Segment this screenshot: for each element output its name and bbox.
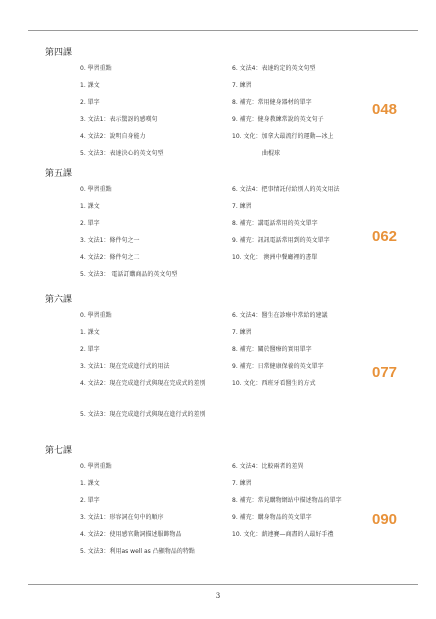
toc-entry[interactable]: 9. 補充：購身物品的英文單字 (232, 514, 312, 521)
toc-entry[interactable]: 4. 文法2：使用感官動詞描述服飾物品 (80, 531, 182, 538)
toc-entry[interactable]: 10. 文化：薪連賽—商盡的人最好手禮 (232, 531, 334, 538)
toc-entry[interactable]: 2. 單字 (80, 220, 100, 227)
toc-entry[interactable]: 8. 補充：常見購物網站中描述物品的單字 (232, 497, 342, 504)
toc-entry[interactable]: 6. 文法4：表達約定的英文句型 (232, 65, 316, 72)
toc-entry[interactable]: 3. 文法1：表示驚訝的感嘆句 (80, 116, 158, 123)
toc-entry-continued: 曲棍球 (262, 150, 281, 157)
top-rule (28, 30, 418, 31)
toc-entry[interactable]: 5. 文法3： 電話訂購商品的英文句型 (80, 271, 178, 278)
toc-entry[interactable]: 1. 課文 (80, 203, 100, 210)
toc-entry[interactable]: 4. 文法2：說明自身能力 (80, 133, 146, 140)
toc-entry[interactable]: 2. 單字 (80, 99, 100, 106)
toc-entry[interactable]: 5. 文法3：利用as well as 凸顯物品的特點 (80, 548, 195, 555)
lesson-page-number[interactable]: 062 (372, 228, 398, 245)
toc-entry[interactable]: 4. 文法2：條件句之二 (80, 254, 140, 261)
toc-entry[interactable]: 10. 文化：西班牙看醫生的方式 (232, 380, 316, 387)
toc-entry[interactable]: 9. 補充：訊訊電話常用到的英文單字 (232, 237, 330, 244)
toc-entry[interactable]: 1. 課文 (80, 82, 100, 89)
toc-entry[interactable]: 7. 練習 (232, 480, 252, 487)
toc-entry[interactable]: 10. 文化：加拿大最流行的運動—冰上 (232, 133, 334, 140)
lesson-page-number[interactable]: 077 (372, 364, 398, 381)
toc-entry[interactable]: 1. 課文 (80, 480, 100, 487)
toc-entry[interactable]: 3. 文法1：形容詞在句中的順序 (80, 514, 164, 521)
toc-entry[interactable]: 3. 文法1：現在完成進行式的用法 (80, 363, 170, 370)
toc-entry[interactable]: 4. 文法2：現在完成進行式與現在完成式的差別 (80, 380, 206, 387)
toc-entry[interactable]: 0. 學習重點 (80, 463, 112, 470)
toc-entry[interactable]: 8. 補充：關於醫療的實用單字 (232, 346, 312, 353)
toc-entry[interactable]: 9. 補充：日常健康保養的英文單字 (232, 363, 324, 370)
toc-entry[interactable]: 0. 學習重點 (80, 186, 112, 193)
toc-entry[interactable]: 6. 文法4：比較兩者的差異 (232, 463, 304, 470)
toc-entry[interactable]: 8. 補充：講電話常用的英文單字 (232, 220, 318, 227)
toc-entry[interactable]: 2. 單字 (80, 346, 100, 353)
toc-entry[interactable]: 7. 練習 (232, 329, 252, 336)
toc-entry[interactable]: 10. 文化： 澳洲中餐廳裡的書單 (232, 254, 318, 261)
page-number: 3 (215, 592, 221, 600)
lesson-title: 第六課 (45, 295, 73, 305)
toc-entry[interactable]: 6. 文法4：醫生在診療中常給的建議 (232, 312, 328, 319)
toc-entry[interactable]: 7. 練習 (232, 203, 252, 210)
lesson-page-number[interactable]: 048 (372, 101, 398, 118)
toc-entry[interactable]: 1. 課文 (80, 329, 100, 336)
bottom-rule (28, 584, 418, 585)
lesson-title: 第五課 (45, 169, 73, 179)
toc-entry[interactable]: 7. 練習 (232, 82, 252, 89)
lesson-title: 第四課 (45, 48, 73, 58)
toc-entry[interactable]: 2. 單字 (80, 497, 100, 504)
toc-entry[interactable]: 6. 文法4：把事情託付給別人的英文用法 (232, 186, 340, 193)
lesson-title: 第七課 (45, 446, 73, 456)
toc-entry[interactable]: 0. 學習重點 (80, 65, 112, 72)
toc-entry[interactable]: 3. 文法1：條件句之一 (80, 237, 140, 244)
toc-entry[interactable]: 0. 學習重點 (80, 312, 112, 319)
lesson-page-number[interactable]: 090 (372, 511, 398, 528)
toc-entry[interactable]: 9. 補充：健身教練常說的英文句子 (232, 116, 324, 123)
toc-entry[interactable]: 8. 補充：常用健身器材的單字 (232, 99, 312, 106)
toc-entry[interactable]: 5. 文法3：現在完成進行式與現在進行式的差別 (80, 411, 206, 418)
toc-entry[interactable]: 5. 文法3：表達決心的英文句型 (80, 150, 164, 157)
